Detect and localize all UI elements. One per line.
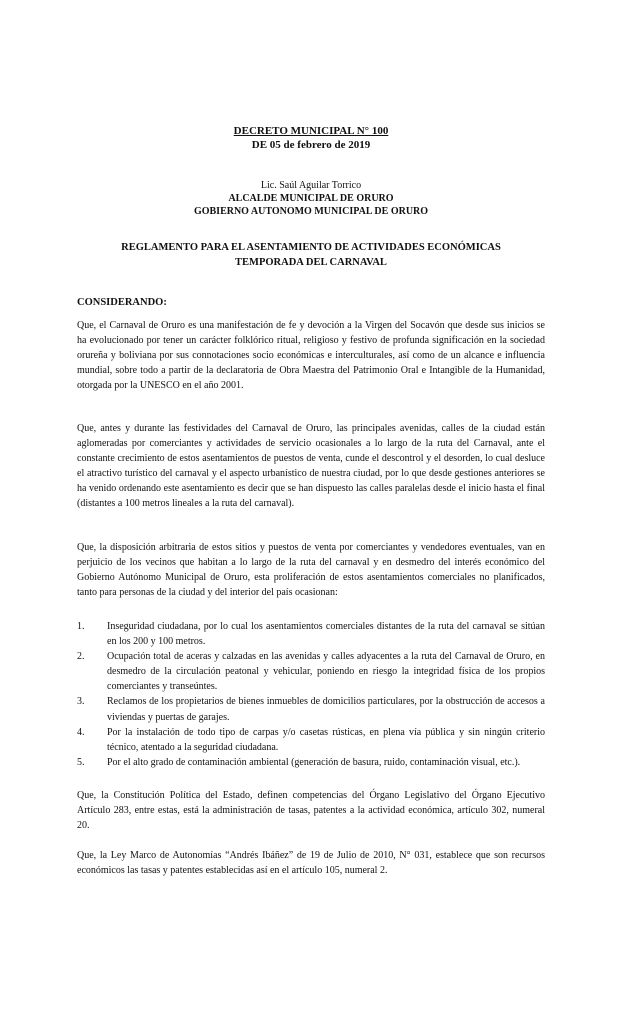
list-item-number: 1. [77, 621, 85, 632]
list-item-text: Inseguridad ciudadana, por lo cual los asentamientos comerciales distantes de la ruta del carnaval se sitúan en los 200 y 100 metros. [107, 621, 545, 648]
list-item-number: 4. [77, 726, 85, 738]
list-item-number: 5. [77, 756, 85, 768]
list-item-number: 3. [77, 696, 85, 708]
authority-government: GOBIERNO AUTONOMO MUNICIPAL DE ORURO [193, 206, 429, 217]
closing-paragraph-2: Que, la Ley Marco de Autonomías “Andrés Ibáñez” de 19 de Julio de 2010, N° 031, establece que son recursos económicos las tasas y patentes establecidas así en el artículo 105, numeral 2. [77, 850, 545, 877]
list-item [77, 649, 545, 694]
issues-list [77, 619, 545, 770]
list-item-text: Por la instalación de todo tipo de carpas y/o casetas rústicas, en plena vía pública y sin ningún criterio técnico, atentado a la seguridad ciudadana. [107, 726, 545, 753]
regulation-line-1: REGLAMENTO PARA EL ASENTAMIENTO DE ACTIVIDADES ECONÓMICAS [121, 242, 501, 253]
authority-name: Lic. Saúl Aguilar Torrico [260, 180, 362, 191]
closing-paragraph-1: Que, la Constitución Política del Estado, definen competencias del Órgano Legislativo del Órgano Ejecutivo Artículo 283, entre estas, está la administración de tasas, patentes a la actividad económica, artículo 302, numeral 20. [77, 790, 545, 832]
list-item [77, 619, 545, 649]
decree-date: DE 05 de febrero de 2019 [251, 139, 371, 151]
paragraph-1: Que, el Carnaval de Oruro es una manifestación de fe y devoción a la Virgen del Socavón que desde sus inicios se ha evolucionado por tener un carácter folklórico ritual, religioso y festivo de profunda significación en la sociedad orureña y boliviana por sus connotaciones socio económicas e interculturales, así como de un alcance e influencia mundial, sobre todo a partir de la declaratoria de Obra Maestra del Patrimonio Oral e Intangible de la Humanidad, otorgada por la UNESCO en el año 2001. [77, 320, 545, 392]
regulation-line-2: TEMPORADA DEL CARNAVAL [235, 257, 387, 268]
regulation-title [0, 240, 622, 270]
paragraph-3: Que, la disposición arbitraria de estos sitios y puestos de venta por comerciantes y vendedores eventuales, van en perjuicio de los vecinos que habitan a lo largo de la ruta del carnaval y en desmedro del interés económico del Gobierno Autónomo Municipal de Oruro, esta proliferación de estos asentamientos comerciales no planificados, tanto para personas de la ciudad y del interior del país ocasionan: [77, 542, 545, 599]
list-item-text: Ocupación total de aceras y calzadas en las avenidas y calles adyacentes a la ruta del Carnaval de Oruro, en desmedro de la circulación peatonal y vehicular, poniendo en riesgo la integridad física de los propios comerciantes y transeúntes. [107, 651, 545, 693]
list-item-number: 2. [77, 651, 85, 663]
list-item [77, 694, 545, 724]
list-item [77, 725, 545, 755]
list-item-text: Por el alto grado de contaminación ambiental (generación de basura, ruido, contaminación visual, etc.). [107, 756, 521, 768]
paragraph-2: Que, antes y durante las festividades del Carnaval de Oruro, las principales avenidas, calles de la ciudad están aglomeradas por comerciantes y actividades de servicio ocasionales a lo largo de la ruta del Carnaval, ante el constante crecimiento de estos asentamientos de puestos de venta, cunde el descontrol y el desorden, lo cual desluce el atractivo turístico del carnaval y el aspecto urbanístico de nuestra ciudad, por lo que desde gestiones anteriores se ha venido ordenando este asentamiento es decir que se han dispuesto las calles paralelas desde el inicio hasta el final (distantes a 100 metros lineales a la ruta del carnaval). [77, 423, 545, 510]
list-item-text: Reclamos de los propietarios de bienes inmuebles de domicilios particulares, por la obstrucción de accesos a viviendas y puertas de garajes. [107, 696, 545, 723]
authority-block [0, 179, 622, 218]
authority-position: ALCALDE MUNICIPAL DE ORURO [228, 193, 394, 204]
considerando-heading: CONSIDERANDO: [77, 297, 167, 308]
decree-header [0, 124, 622, 152]
list-item [77, 755, 545, 770]
decree-title: DECRETO MUNICIPAL N° 100 [233, 125, 389, 137]
